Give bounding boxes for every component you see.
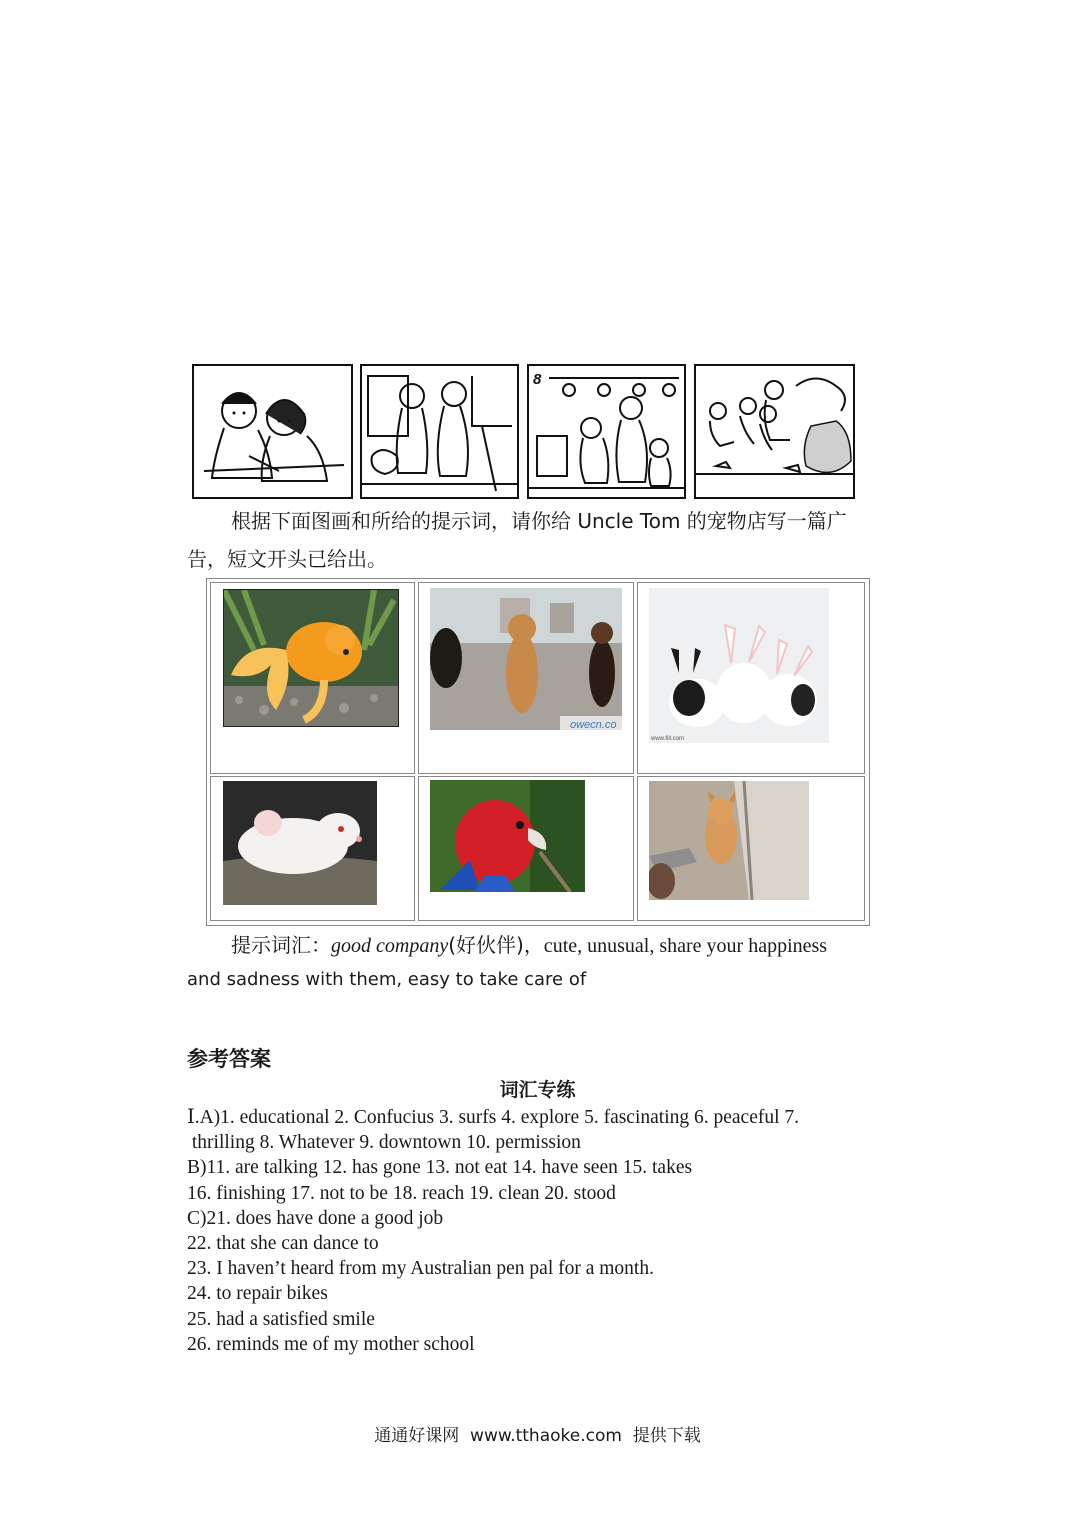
answer-line: 22. that she can dance to: [187, 1233, 379, 1255]
answer-list: [187, 1105, 907, 1357]
answer-line: thrilling 8. Whatever 9. downtown 10. permission: [187, 1132, 581, 1154]
pet-cell-goldfish: [210, 582, 415, 774]
answer-heading: 参考答案: [187, 1047, 271, 1071]
answer-line: Ⅰ.A)1. educational 2. Confucius 3. surfs 4. explore 5. fascinating 6. peaceful 7.: [187, 1107, 800, 1128]
answer-line: 25. had a satisfied smile: [187, 1308, 375, 1330]
dogs-photo: [430, 588, 622, 730]
pet-cell-parrot: [418, 776, 634, 921]
comic-panel-number: 8: [533, 371, 542, 388]
rabbits-photo: [649, 588, 829, 743]
parrot-photo: [430, 780, 585, 892]
pet-cell-cat: [637, 776, 865, 921]
cat-photo: [649, 781, 809, 900]
page-footer: 通通好课网 www.tthaoke.com 提供下载: [374, 1426, 701, 1446]
answer-line: B)11. are talking 12. has gone 13. not eat 14. have seen 15. takes: [187, 1157, 693, 1179]
answer-line: C)21. does have done a good job: [187, 1207, 444, 1229]
comic-help-elder-illustration: [362, 366, 517, 497]
comic-litter-pickup-illustration: [696, 366, 853, 497]
dogs-photo-watermark: owecn.co: [570, 719, 617, 730]
answer-line: 16. finishing 17. not to be 18. reach 19. clean 20. stood: [187, 1182, 616, 1204]
comic-panel-2: [360, 364, 519, 499]
answer-subheading: 词汇专练: [499, 1079, 576, 1101]
hint-vocabulary: [187, 928, 892, 997]
answer-line: 24. to repair bikes: [187, 1283, 328, 1305]
instruction-line-1: 根据下面图画和所给的提示词，请你给 Uncle Tom 的宠物店写一篇广: [231, 509, 847, 533]
instruction-line-2: 告，短文开头已给出。: [187, 547, 387, 571]
hint-line-1: [187, 928, 892, 963]
comic-panel-1: [192, 364, 353, 499]
writing-instruction: [187, 502, 892, 578]
hint-italic-term: good company: [331, 935, 449, 957]
pet-cell-dogs: [418, 582, 634, 774]
pet-photo-grid: [206, 578, 870, 926]
hint-term-gloss: (好伙伴): [448, 933, 524, 957]
comic-panel-4: [694, 364, 855, 499]
hint-label: 提示词汇：: [231, 933, 331, 957]
hint-line-2: and sadness with them, easy to take care of: [187, 969, 587, 990]
answer-line: 23. I haven’t heard from my Australian pen pal for a month.: [187, 1258, 654, 1280]
pet-cell-rabbits: [637, 582, 865, 774]
mouse-photo: [223, 781, 377, 905]
goldfish-photo: [223, 589, 399, 727]
answer-line: 26. reminds me of my mother school: [187, 1333, 475, 1355]
comic-panel-3: [527, 364, 686, 499]
hint-rest: ，cute, unusual, share your happiness: [523, 935, 828, 957]
comic-study-illustration: [194, 366, 351, 497]
rabbits-photo-caption: www.fill.com: [651, 736, 685, 742]
pet-cell-mouse: [210, 776, 415, 921]
comic-bus-seat-illustration: [529, 366, 684, 497]
